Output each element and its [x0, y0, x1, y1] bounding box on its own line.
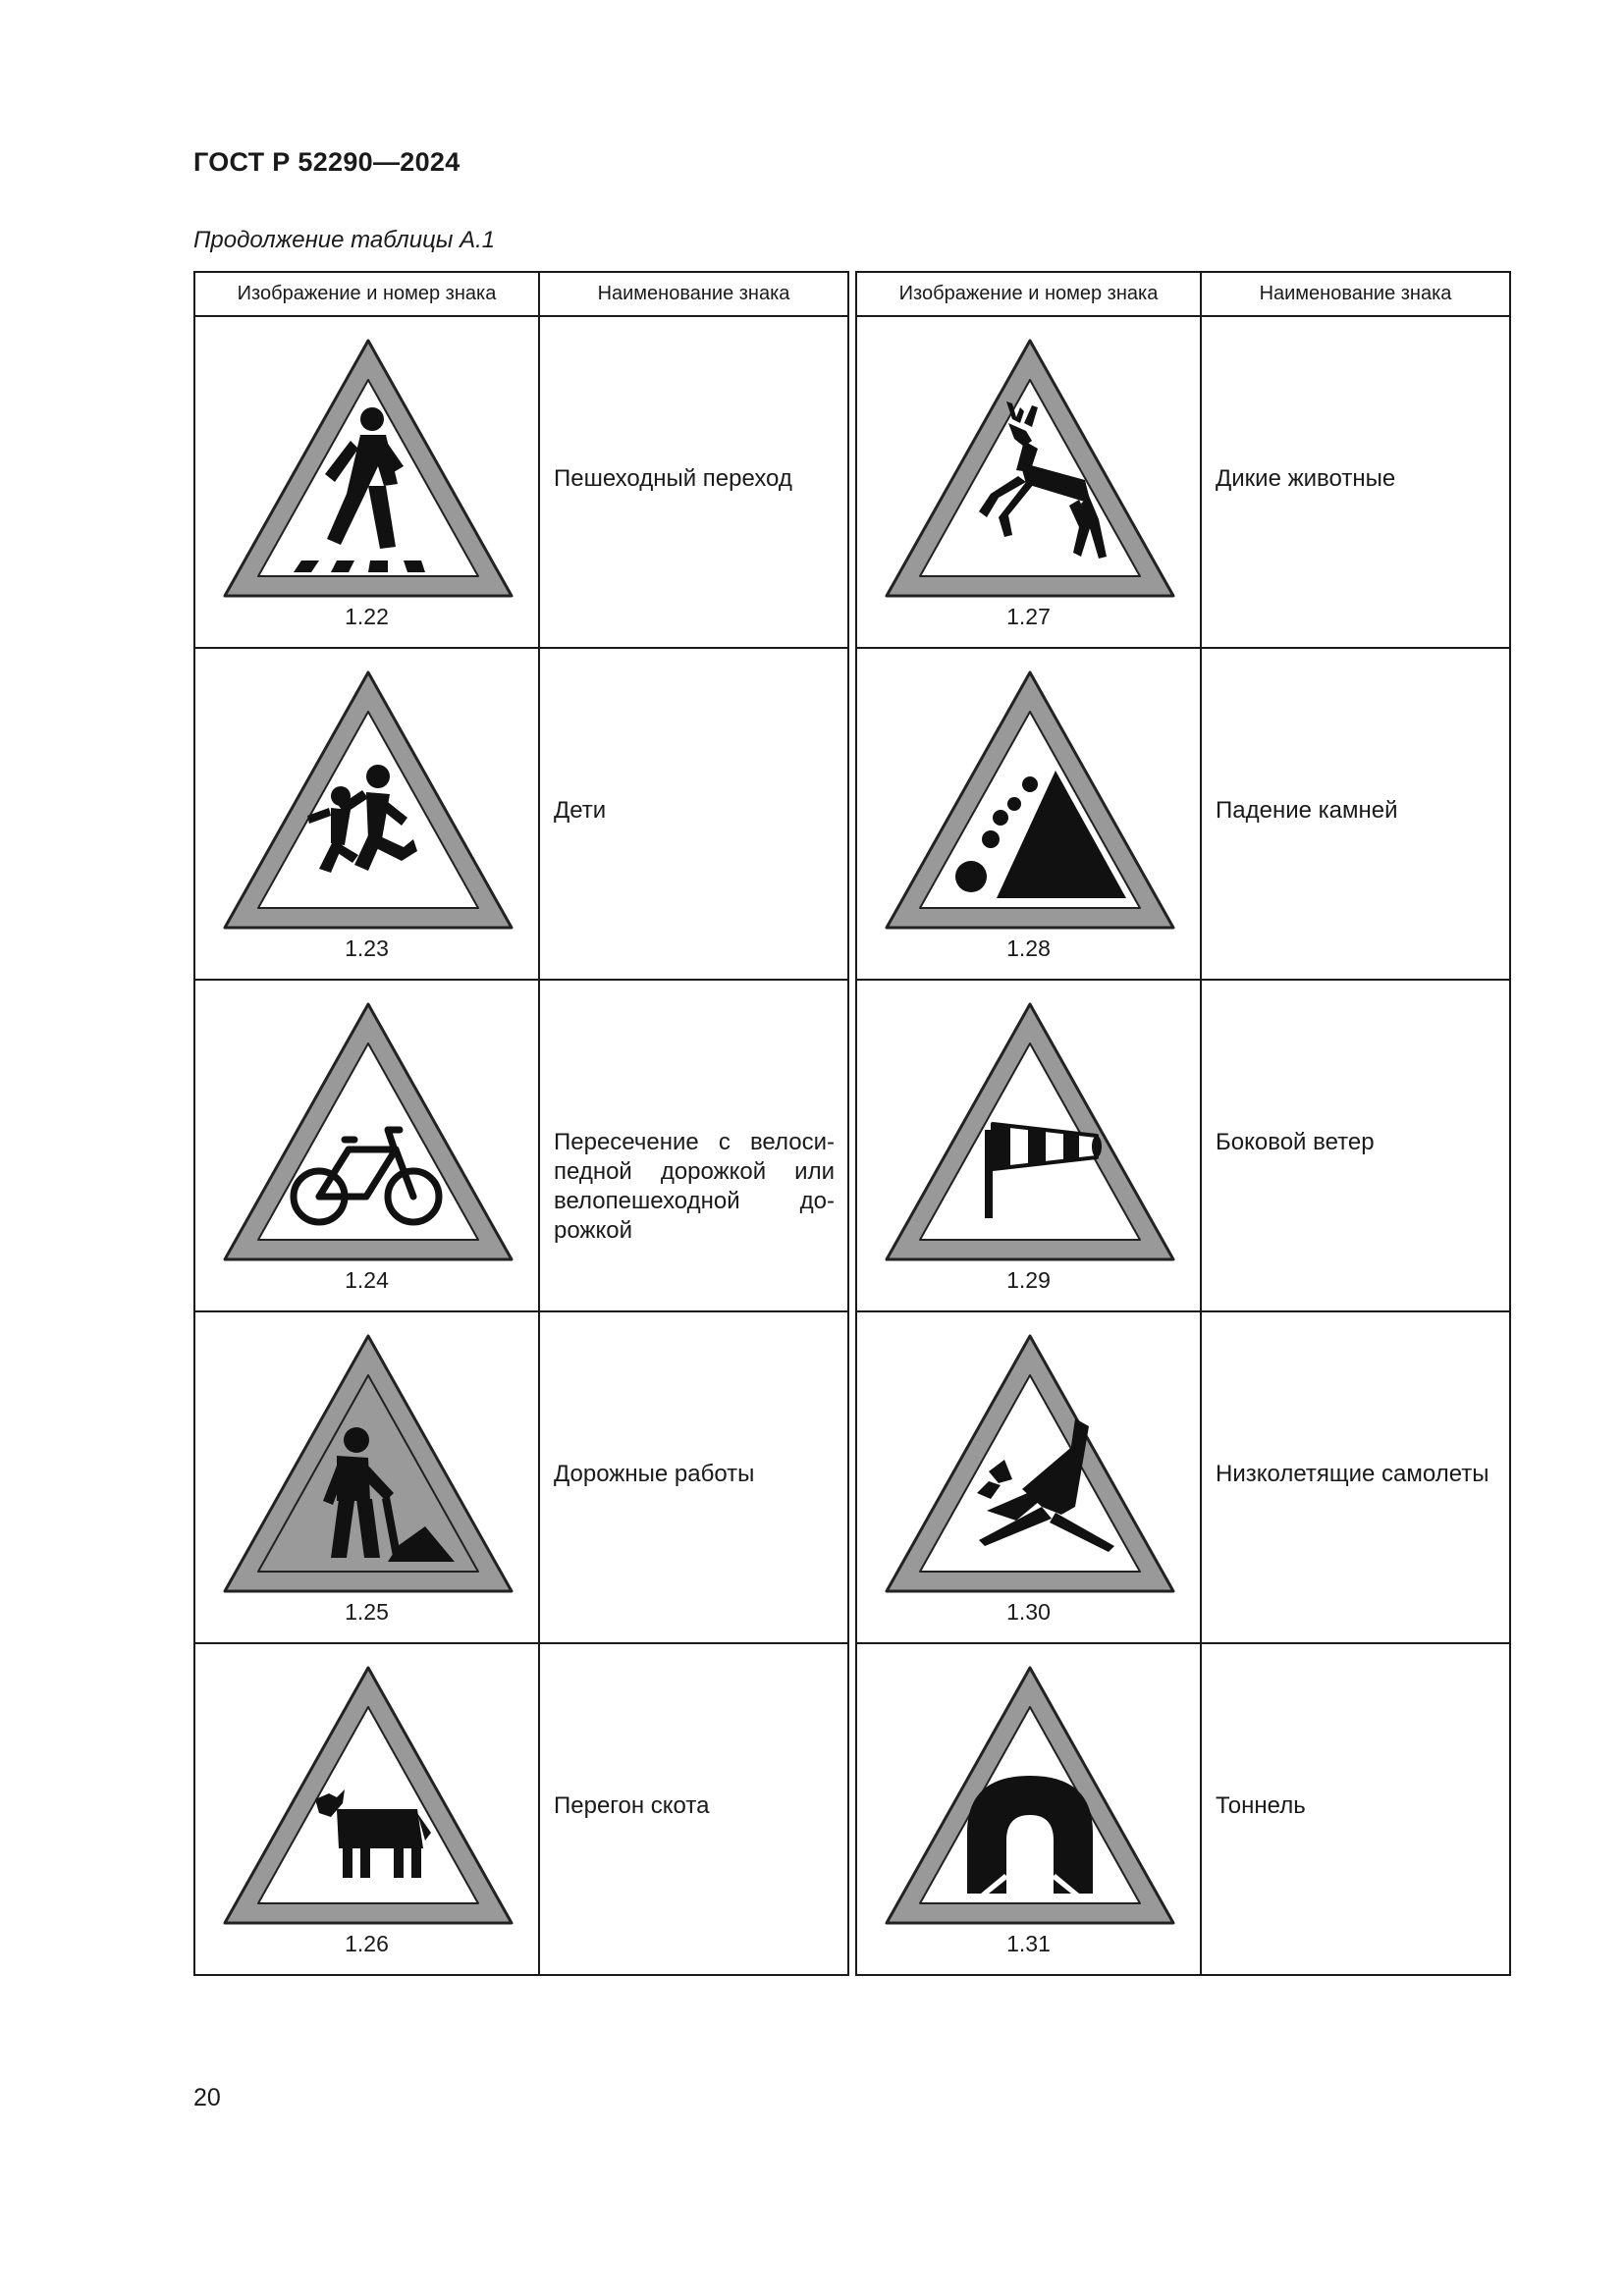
- sign-image-cell: [856, 648, 1201, 980]
- sign-number: 1.25: [345, 1599, 389, 1625]
- col-header-name: Наименование знака: [1201, 272, 1510, 316]
- sign-name: Перегон скота: [554, 1792, 710, 1819]
- table-left-half: [193, 271, 849, 1976]
- sign-name-cell: [1201, 1311, 1510, 1643]
- sign-number: 1.30: [1006, 1599, 1051, 1625]
- sign-image-cell: [194, 316, 539, 648]
- sign-image-cell: [194, 648, 539, 980]
- table-caption: Продолжение таблицы А.1: [193, 227, 496, 253]
- table-row: [194, 980, 848, 1311]
- sign-image-cell: [856, 1643, 1201, 1975]
- sign-name-cell: [539, 1311, 848, 1643]
- falling-rocks-icon: [883, 670, 1177, 934]
- table-row: [856, 316, 1510, 648]
- sign-name-cell: [539, 648, 848, 980]
- table-row: [856, 980, 1510, 1311]
- windsock-icon: [883, 1002, 1177, 1265]
- sign-image-cell: [856, 316, 1201, 648]
- sign-image-cell: [856, 980, 1201, 1311]
- col-header-name: Наименование знака: [539, 272, 848, 316]
- table-header-row: [856, 272, 1510, 316]
- table-row: [194, 316, 848, 648]
- sign-name-cell: [1201, 648, 1510, 980]
- sign-number: 1.23: [345, 935, 389, 961]
- cattle-icon: [221, 1666, 515, 1929]
- table-row: [194, 1311, 848, 1643]
- col-header-image: Изображение и номер знака: [856, 272, 1201, 316]
- sign-name: Пешеходный переход: [554, 465, 792, 492]
- signs-table-left: [193, 271, 849, 1976]
- sign-name-cell: [1201, 1643, 1510, 1975]
- table-right-half: [855, 271, 1511, 1976]
- pedestrian-crossing-icon: [221, 339, 515, 602]
- sign-number: 1.24: [345, 1267, 389, 1293]
- children-icon: [221, 670, 515, 934]
- deer-icon: [883, 339, 1177, 602]
- sign-name: Дикие животные: [1216, 465, 1396, 492]
- sign-number: 1.22: [345, 604, 389, 629]
- bicycle-icon: [221, 1002, 515, 1265]
- sign-number: 1.27: [1006, 604, 1051, 629]
- sign-image-cell: [194, 980, 539, 1311]
- sign-name-cell: [539, 316, 848, 648]
- sign-image-cell: [194, 1311, 539, 1643]
- sign-name-cell: [1201, 316, 1510, 648]
- sign-number: 1.29: [1006, 1267, 1051, 1293]
- sign-number: 1.26: [345, 1931, 389, 1956]
- table-row: [856, 648, 1510, 980]
- table-row: [194, 1643, 848, 1975]
- page-number: 20: [193, 2084, 221, 2111]
- sign-name-cell: [539, 1643, 848, 1975]
- table-header-row: [194, 272, 848, 316]
- sign-image-cell: [194, 1643, 539, 1975]
- sign-name: Дорожные работы: [554, 1461, 755, 1487]
- table-row: [194, 648, 848, 980]
- signs-table-right: [855, 271, 1511, 1976]
- sign-name-cell: [1201, 980, 1510, 1311]
- sign-number: 1.31: [1006, 1931, 1051, 1956]
- sign-name: Боковой ветер: [1216, 1129, 1375, 1155]
- sign-name-cell: [539, 980, 848, 1311]
- tunnel-icon: [883, 1666, 1177, 1929]
- sign-number: 1.28: [1006, 935, 1051, 961]
- sign-name: Дети: [554, 797, 607, 824]
- sign-name: Пересечение с велоси-педной дорожкой или велопешеходной до-рожкой: [554, 1129, 835, 1244]
- table-row: [856, 1311, 1510, 1643]
- sign-image-cell: [856, 1311, 1201, 1643]
- col-header-image: Изображение и номер знака: [194, 272, 539, 316]
- sign-name: Падение камней: [1216, 797, 1398, 824]
- sign-name: Низколетящие самолеты: [1216, 1461, 1489, 1487]
- document-header: ГОСТ Р 52290—2024: [193, 147, 460, 177]
- table-row: [856, 1643, 1510, 1975]
- low-aircraft-icon: [883, 1334, 1177, 1597]
- sign-name: Тоннель: [1216, 1792, 1306, 1819]
- road-works-icon: [221, 1334, 515, 1597]
